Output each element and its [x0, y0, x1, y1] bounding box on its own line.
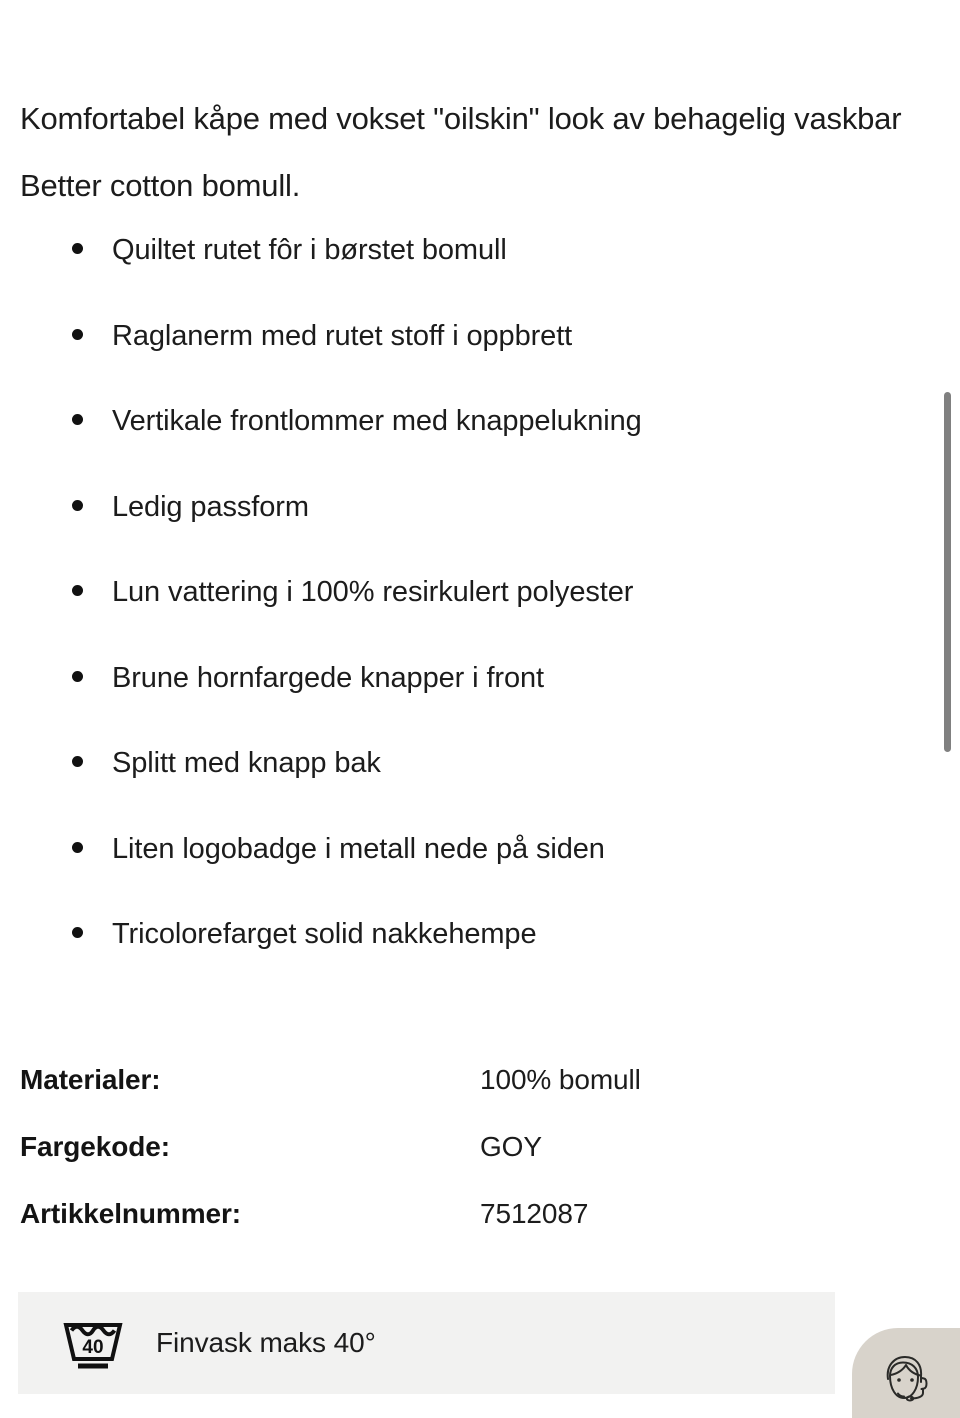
bullet-icon — [72, 414, 83, 425]
list-item — [20, 568, 880, 654]
wash-temperature-label: 40 — [82, 1337, 104, 1358]
feature-label: Splitt med knapp bak — [112, 747, 381, 779]
specification-table — [20, 1060, 880, 1261]
feature-label: Tricolorefarget solid nakkehempe — [112, 918, 537, 950]
list-item — [20, 654, 880, 740]
spec-label-artikkelnummer: Artikkelnummer: — [20, 1198, 242, 1229]
product-intro-text: Komfortabel kåpe med vokset "oilskin" look av behagelig vaskbar Better cotton bomull. — [20, 101, 902, 203]
bullet-icon — [72, 329, 83, 340]
bullet-icon — [72, 585, 83, 596]
feature-label: Liten logobadge i metall nede på siden — [112, 832, 605, 865]
spec-label-materialer: Materialer: — [20, 1064, 161, 1095]
table-row — [20, 1194, 880, 1261]
feature-label: Vertikale frontlommer med knappelukning — [112, 405, 642, 437]
support-chat-widget[interactable] — [852, 1328, 960, 1418]
list-item — [20, 483, 880, 569]
bullet-icon — [72, 927, 83, 938]
feature-label: Ledig passform — [112, 490, 309, 523]
support-agent-headset-icon — [874, 1348, 936, 1410]
table-row — [20, 1060, 880, 1127]
feature-label: Brune hornfargede knapper i front — [112, 661, 544, 694]
spec-label-fargekode: Fargekode: — [20, 1131, 170, 1162]
care-instruction-panel — [18, 1292, 835, 1394]
list-item — [20, 312, 880, 398]
list-item — [20, 739, 880, 825]
feature-label: Quiltet rutet fôr i børstet bomull — [112, 234, 507, 266]
list-item — [20, 226, 880, 312]
bullet-icon — [72, 842, 83, 853]
table-row — [20, 1127, 880, 1194]
bullet-icon — [72, 756, 83, 767]
bullet-icon — [72, 243, 83, 254]
list-item — [20, 910, 880, 996]
scrollbar-track[interactable] — [944, 0, 956, 1418]
spec-value-materialer: 100% bomull — [480, 1064, 641, 1095]
care-instruction-label: Finvask maks 40° — [156, 1327, 376, 1358]
list-item — [20, 825, 880, 911]
feature-list — [20, 226, 880, 996]
spec-value-fargekode: GOY — [480, 1131, 542, 1162]
scrollbar-thumb[interactable] — [944, 392, 951, 752]
bullet-icon — [72, 500, 83, 511]
feature-label: Raglanerm med rutet stoff i oppbrett — [112, 319, 573, 352]
spec-value-artikkelnummer: 7512087 — [480, 1198, 589, 1229]
list-item — [20, 397, 880, 483]
feature-label: Lun vattering i 100% resirkulert polyester — [112, 576, 634, 608]
wash-tub-40-gentle-icon — [62, 1316, 124, 1370]
bullet-icon — [72, 671, 83, 682]
